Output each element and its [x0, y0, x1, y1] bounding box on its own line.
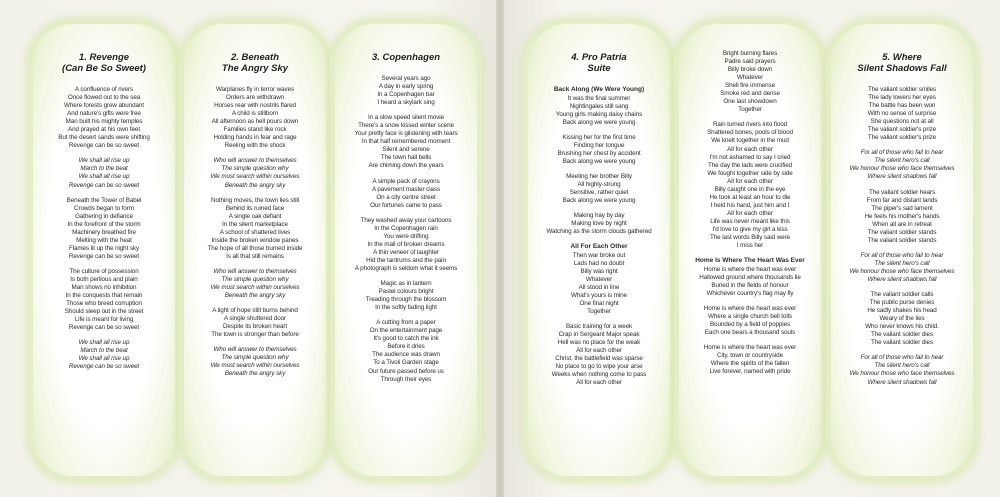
- lyric-line: A thin veneer of laughter: [373, 248, 439, 256]
- lyric-line: Our fortunes came to pass: [370, 201, 442, 209]
- lyric-line: We honour those who face themselves: [849, 267, 955, 275]
- lyric-line: Meeting her brother Billy: [566, 172, 632, 180]
- lyric-line: Melting with the heat: [76, 236, 132, 244]
- lyric-line: On a city centre street: [376, 193, 436, 201]
- lyric-line: March to the beat: [80, 165, 128, 173]
- lyric-line: All afternoon as hell pours down: [211, 118, 299, 126]
- lyric-verse: [38, 197, 170, 261]
- lyric-line: Back along we were young: [562, 157, 636, 165]
- lyric-line: And nature's gifts were free: [67, 110, 141, 118]
- lyric-line: A photograph is seldom what it seems: [354, 264, 458, 272]
- lyric-verse: [836, 291, 968, 347]
- lyric-line: A light of hope still burns behind: [212, 307, 298, 315]
- lyric-verse: [684, 121, 816, 250]
- lyric-line: Buried in the fields of honour: [711, 281, 789, 289]
- lyric-line: Whichever country's flag may fly: [706, 289, 794, 297]
- lyric-line: Who will answer to themselves: [213, 267, 297, 275]
- lyrics-panel-where-silent-shadows-fall: [831, 24, 973, 476]
- lyric-line: What's yours is mine: [571, 291, 627, 299]
- lyric-line: A single oak defiant: [228, 212, 282, 220]
- lyric-line: Home is where the heart was ever: [703, 304, 797, 312]
- lyric-verse: [533, 86, 665, 127]
- lyric-line: Orders are withdrawn: [225, 94, 285, 102]
- lyric-line: In a slow speed silent movie: [368, 114, 444, 122]
- lyric-line: The lady lowers her eyes: [868, 94, 936, 102]
- lyric-line: The public purse denies: [869, 299, 935, 307]
- lyric-line: Where the spirits of the fallen: [710, 360, 790, 368]
- lyric-line: And prayed at his own feet: [68, 126, 140, 134]
- lyric-line: The valiant soldier stands: [867, 228, 937, 236]
- lyric-line: Beneath the Tower of Babel: [66, 196, 142, 204]
- lyric-line: All highly-strung: [577, 180, 621, 188]
- lyric-verse: [340, 319, 472, 383]
- chorus-verse: [836, 149, 968, 181]
- lyric-verse: [533, 134, 665, 166]
- lyric-line: Kissing her for the first time: [562, 133, 636, 141]
- lyric-line: We honour those who face themselves: [849, 165, 955, 173]
- lyric-verse: [533, 323, 665, 387]
- lyric-line: Flames lit up the night sky: [68, 244, 140, 252]
- lyrics-panel-pro-patria-suite-continued: [679, 24, 821, 476]
- lyric-line: Billy caught one in the eye: [714, 185, 786, 193]
- lyric-verse: [38, 268, 170, 332]
- lyric-line: Life was never meant like this: [710, 217, 790, 225]
- lyric-verse: [189, 197, 321, 261]
- lyric-line: We must search within ourselves: [210, 362, 300, 370]
- lyric-line: Machinery breathed fire: [72, 228, 136, 236]
- section-subtitle: Home Is Where The Heart Was Ever: [695, 257, 805, 265]
- lyric-line: Beneath the angry sky: [224, 292, 286, 300]
- lyric-line: Magic as in lantern: [380, 280, 432, 288]
- lyric-line: Billy was right: [580, 267, 618, 275]
- lyric-line: It's good to catch the ink: [373, 335, 439, 343]
- lyric-line: A pavement master class: [371, 185, 441, 193]
- lyric-line: Several years ago: [381, 75, 431, 82]
- lyric-line: Home is where the heart was ever: [703, 265, 797, 273]
- lyric-line: Together: [587, 308, 611, 316]
- lyric-line: Before it dries: [387, 343, 425, 351]
- lyric-line: He took at least an hour to die: [709, 193, 791, 201]
- lyric-line: Pastel colours bright: [378, 288, 434, 296]
- lyric-line: All for each other: [576, 379, 622, 387]
- song-title: 5. Where Silent Shadows Fall: [857, 52, 947, 74]
- lyric-line: From far and distant lands: [866, 196, 938, 204]
- lyric-line: Beneath the angry sky: [224, 370, 286, 378]
- lyric-line: In the silent marketplace: [222, 220, 288, 228]
- lyric-line: Where a single church bell tolls: [708, 312, 792, 320]
- lyric-line: In the conquests that remain: [65, 292, 143, 300]
- lyric-line: Watching as the storm clouds gathered: [546, 228, 652, 236]
- lyric-line: Horses rear with nostrils flared: [214, 102, 296, 110]
- lyric-line: They washed away your cartoons: [360, 216, 452, 224]
- lyric-verse: [340, 178, 472, 210]
- lyric-line: We must search within ourselves: [210, 284, 300, 292]
- booklet-fold: [496, 0, 504, 497]
- lyric-line: Shattered bones, pools of blood: [707, 129, 793, 137]
- lyric-line: We knelt together in the mud: [711, 137, 789, 145]
- lyric-line: Revenge can be so sweet: [68, 363, 140, 371]
- lyric-line: Are chiming down the years: [368, 162, 444, 170]
- lyric-line: I held his hand, just him and I: [710, 201, 790, 209]
- lyric-line: A cutting from a paper: [376, 319, 436, 327]
- lyric-line: Back along we were young: [562, 197, 636, 205]
- lyric-line: Together: [738, 106, 762, 114]
- chorus-verse: [38, 157, 170, 189]
- section-subtitle: Back Along (We Were Young): [553, 86, 645, 93]
- lyric-line: Revenge can be so sweet: [68, 142, 140, 150]
- lyric-line: A day in early spring: [378, 83, 434, 91]
- song-title: 2. Beneath The Angry Sky: [221, 52, 289, 74]
- lyric-line: All for each other: [727, 209, 773, 217]
- lyrics-panel-pro-patria-suite: [528, 24, 670, 476]
- lyric-line: Where silent shadows fall: [867, 378, 937, 386]
- lyric-line: In the softly fading light: [375, 304, 437, 312]
- lyric-line: Revenge can be so sweet: [68, 181, 140, 189]
- lyric-line: All for each other: [727, 177, 773, 185]
- lyric-line: Those who breed corruption: [66, 300, 142, 308]
- lyric-line: Sensitive, rather quiet: [569, 188, 629, 196]
- lyric-line: It was the final summer: [567, 94, 631, 102]
- lyric-verse: [684, 50, 816, 114]
- lyric-line: To a Tivoli Garden stage: [373, 359, 439, 367]
- lyric-line: In that half remembered moment: [361, 138, 451, 146]
- lyric-line: Rain turned rivers into flood: [712, 121, 788, 129]
- lyric-verse: [189, 86, 321, 150]
- lyric-line: Each one bears a thousand souls: [704, 328, 796, 336]
- lyric-line: We shall all rise up: [78, 355, 130, 363]
- chorus-verse: [836, 252, 968, 284]
- lyric-line: Nothing moves, the town lies still: [211, 196, 299, 204]
- lyric-line: The valiant soldier smiles: [867, 86, 937, 93]
- lyric-line: Shell fire immense: [725, 82, 775, 90]
- lyric-verse: [533, 212, 665, 236]
- lyric-line: Whatever: [585, 275, 613, 283]
- lyric-line: Bright burning flares: [722, 50, 778, 57]
- lyric-line: The valiant soldier stands: [867, 236, 937, 244]
- lyric-line: The valiant soldier's prize: [867, 134, 937, 142]
- lyric-line: Padre said prayers: [724, 58, 776, 66]
- lyric-verse: [684, 305, 816, 337]
- lyric-line: Crowds began to form: [74, 204, 134, 212]
- lyric-line: Man built his mighty temples: [65, 118, 143, 126]
- lyric-line: Making love by night: [571, 220, 627, 228]
- lyric-line: I'm not ashamed to say I cried: [709, 153, 791, 161]
- lyric-line: I miss her: [736, 242, 764, 250]
- lyric-line: Silent and serene: [382, 146, 430, 154]
- lyric-line: The town hall bells: [380, 154, 432, 162]
- lyric-line: The valiant soldier dies: [870, 339, 933, 347]
- lyric-line: Inside the broken window panes: [211, 236, 299, 244]
- lyric-line: The last words Billy said were: [710, 234, 790, 242]
- lyric-line: He feels his mother's hands: [864, 212, 940, 220]
- lyric-line: Is all that still remains: [226, 252, 284, 260]
- lyric-line: Hell was no place for the weak: [557, 339, 641, 347]
- lyric-line: We must search within ourselves: [210, 173, 300, 181]
- lyric-line: Christ, the battlefield was sparse: [555, 355, 643, 363]
- section-subtitle: All For Each Other: [570, 243, 628, 251]
- lyric-line: Revenge can be so sweet: [68, 252, 140, 260]
- lyrics-panel-beneath-the-angry-sky: [184, 24, 326, 476]
- lyric-line: Where silent shadows fall: [867, 173, 937, 181]
- lyric-verse: [340, 114, 472, 170]
- lyric-line: Whatever: [736, 74, 764, 82]
- lyric-line: Through their eyes: [380, 375, 432, 383]
- lyric-line: She questions not at all: [870, 118, 934, 126]
- lyric-line: A child is stillborn: [231, 110, 279, 118]
- lyric-line: Man shows no inhibition: [71, 284, 137, 292]
- lyric-line: Holding hands in fear and rage: [213, 134, 297, 142]
- lyric-line: The day the lads were crucified: [707, 161, 793, 169]
- lyric-line: Live forever, named with pride: [709, 368, 791, 376]
- lyric-line: We shall all rise up: [78, 339, 130, 347]
- lyric-line: The silent hero's call: [874, 259, 930, 267]
- lyric-line: Weeks when nothing come to pass: [551, 371, 647, 379]
- lyric-line: Nightingales still sang: [569, 102, 629, 110]
- lyric-line: Who will answer to themselves: [213, 346, 297, 354]
- lyric-line: We shall all rise up: [78, 173, 130, 181]
- lyric-line: A school of shattered lives: [219, 228, 291, 236]
- lyric-line: All stood in line: [578, 283, 620, 291]
- lyric-line: A simple pack of crayons: [372, 177, 440, 185]
- lyric-line: When all are in retreat: [872, 220, 932, 228]
- lyric-line: The audience was drawn: [372, 351, 440, 359]
- lyric-line: Where forests grew abundant: [64, 102, 144, 110]
- lyric-line: With no sense of surprise: [867, 110, 937, 118]
- lyric-line: For all of those who fail to hear: [860, 354, 944, 362]
- lyric-line: For all of those who fail to hear: [860, 149, 944, 157]
- lyric-verse: [38, 86, 170, 150]
- lyric-line: Brushing her chest by accident: [557, 149, 641, 157]
- lyric-line: The hope of all those burned inside: [207, 244, 303, 252]
- lyric-line: The town is stronger than before: [211, 331, 299, 339]
- lyric-line: Back along we were young: [562, 118, 636, 126]
- lyric-line: Then war broke out: [572, 251, 626, 259]
- lyric-line: Basic training for a week: [565, 323, 633, 331]
- lyric-line: Should sleep out in the street: [64, 308, 144, 316]
- song-title: 4. Pro Patria Suite: [571, 52, 627, 74]
- lyric-line: Where silent shadows fall: [867, 275, 937, 283]
- lyric-line: All for each other: [727, 145, 773, 153]
- lyric-line: I'd love to give my girl a kiss: [712, 225, 788, 233]
- lyric-line: Finding her tongue: [573, 141, 625, 149]
- lyric-line: Our future passed before us: [368, 367, 444, 375]
- lyric-line: Hallowed ground where thousands lie: [699, 273, 801, 281]
- lyric-verse: [533, 173, 665, 205]
- lyric-line: The battle has been won: [868, 102, 936, 110]
- lyric-line: The silent hero's call: [874, 157, 930, 165]
- lyric-line: Warplanes fly in terror waves: [215, 86, 295, 93]
- lyric-line: Young girls making daisy chains: [555, 110, 643, 118]
- song-title: 1. Revenge (Can Be So Sweet): [62, 52, 146, 74]
- lyric-line: The valiant soldier calls: [870, 291, 934, 299]
- lyric-line: Making hay by day: [573, 212, 625, 220]
- lyric-line: The simple question why: [221, 354, 289, 362]
- lyric-line: We honour those who face themselves: [849, 370, 955, 378]
- lyric-verse: [340, 217, 472, 273]
- lyrics-panel-revenge: [33, 24, 175, 476]
- lyric-line: Weary of the lies: [879, 315, 925, 323]
- lyric-line: Families stand like rock: [223, 126, 287, 134]
- lyric-line: City, town or countryside: [717, 352, 783, 360]
- chorus-verse: [189, 346, 321, 378]
- lyric-line: But the desert sands were shifting: [58, 134, 150, 142]
- lyric-verse: [684, 344, 816, 376]
- chorus-verse: [836, 354, 968, 386]
- lyric-line: Life is meant for living: [74, 316, 134, 324]
- lyric-line: Who will answer to themselves: [213, 157, 297, 165]
- lyric-line: Hid the tantrums and the pain: [366, 256, 446, 264]
- lyric-line: On the entertainment page: [369, 327, 443, 335]
- lyric-line: Home is where the heart was ever: [703, 344, 797, 351]
- lyric-line: Revenge can be so sweet: [68, 324, 140, 332]
- lyric-line: Crap in Sergeant Major speak: [558, 331, 640, 339]
- lyric-line: The culture of possession: [69, 267, 139, 275]
- lyric-line: There's a snow kissed winter scene: [358, 122, 454, 130]
- lyric-line: One last showdown: [723, 98, 777, 106]
- lyric-line: The silent hero's call: [874, 362, 930, 370]
- lyric-line: Reeling with the shock: [224, 142, 286, 150]
- lyric-line: Despite its broken heart: [222, 323, 288, 331]
- lyric-line: March to the beat: [80, 347, 128, 355]
- song-title: 3. Copenhagen: [371, 52, 441, 63]
- chorus-verse: [189, 157, 321, 189]
- lyric-line: No place to go to wipe your arse: [555, 363, 643, 371]
- lyric-line: Bounded by a field of poppies: [709, 320, 791, 328]
- lyric-line: A single shuttered door: [223, 315, 287, 323]
- lyric-line: The piper's sad lament: [871, 204, 933, 212]
- lyric-verse: [340, 280, 472, 312]
- lyric-line: One final night: [579, 299, 619, 307]
- lyric-line: Lads had no doubt: [573, 259, 625, 267]
- lyric-line: In the forefront of the storm: [67, 220, 141, 228]
- lyric-line: Beneath the angry sky: [224, 181, 286, 189]
- lyric-verse: [836, 86, 968, 142]
- lyric-line: All for each other: [576, 347, 622, 355]
- lyric-line: In the Copenhagen rain: [374, 224, 438, 232]
- lyric-line: For all of those who fail to hear: [860, 251, 944, 259]
- lyric-verse: [836, 189, 968, 245]
- lyric-line: Smoke red and dense: [720, 90, 780, 98]
- lyric-line: The valiant soldier dies: [870, 331, 933, 339]
- chorus-verse: [189, 268, 321, 300]
- lyric-line: He sadly shakes his head: [867, 307, 937, 315]
- lyric-line: The simple question why: [221, 275, 289, 283]
- chorus-verse: [38, 339, 170, 371]
- lyric-line: A confluence of rivers: [74, 86, 133, 93]
- lyric-line: Your pretty face is glistening with tears: [354, 130, 458, 138]
- lyric-line: Billy broke down: [727, 66, 773, 74]
- lyric-line: Treading through the blossom: [365, 296, 447, 304]
- lyric-verse: [189, 307, 321, 339]
- lyric-line: In a Copenhagen bar: [377, 91, 435, 99]
- lyric-line: Once flowed out to the sea: [67, 94, 141, 102]
- lyric-line: The valiant soldier's prize: [867, 126, 937, 134]
- lyric-line: Who never knows his child.: [865, 323, 939, 331]
- lyric-line: Is both perilous and plain: [70, 275, 138, 283]
- lyric-line: We fought together side by side: [707, 169, 793, 177]
- lyric-line: In the mall of broken dreams: [367, 240, 445, 248]
- lyric-verse: [340, 75, 472, 107]
- lyric-line: The simple question why: [221, 165, 289, 173]
- lyric-line: The valiant soldier hears: [868, 188, 936, 196]
- lyrics-panel-copenhagen: [335, 24, 477, 476]
- lyric-line: We shall all rise up: [78, 157, 130, 165]
- lyric-line: You were drifting: [383, 232, 429, 240]
- lyric-verse: [684, 257, 816, 298]
- lyric-verse: [533, 243, 665, 316]
- lyric-line: I heard a skylark sing: [377, 99, 435, 107]
- lyric-line: Behind its ruined face: [225, 204, 285, 212]
- lyric-line: Gathering in defiance: [75, 212, 133, 220]
